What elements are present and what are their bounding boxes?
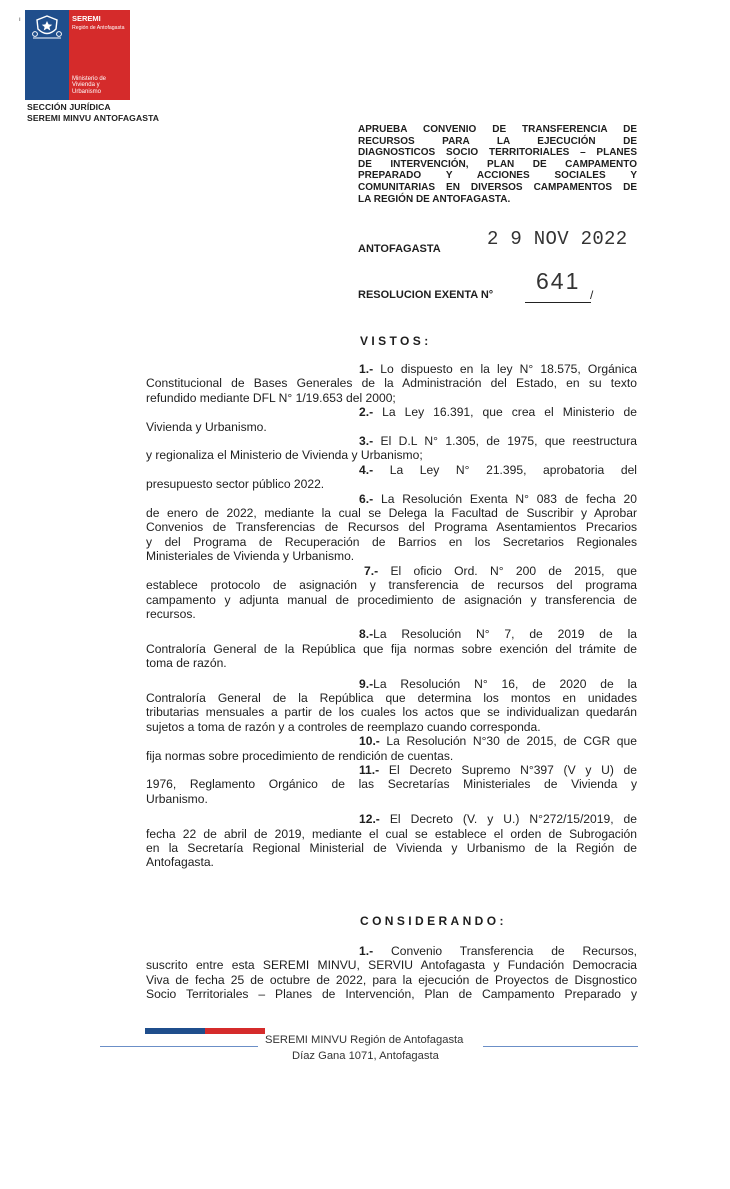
title-line: COMUNITARIAS EN DIVERSOS CAMPAMENTOS DE <box>358 181 637 193</box>
clause-number: 8.- <box>359 627 374 642</box>
resolution-label: RESOLUCION EXENTA N° <box>358 289 494 301</box>
clause-text: La Ley 16.391, que crea el Ministerio de <box>382 405 637 420</box>
logo-ministry-line: Ministerio de <box>72 76 107 82</box>
clause-line: Contraloría General de la República que determina los montos en unidades <box>146 690 637 705</box>
clause-text: El D.L N° 1.305, de 1975, que reestructura <box>380 434 637 449</box>
clause-text: La Resolución Exenta N° 083 de fecha 20 <box>380 491 637 506</box>
clause-line: y del Programa de Recuperación de Barrios en los Secretarios Regionales <box>146 534 637 549</box>
clause-line: Vivienda y Urbanismo. <box>146 419 267 434</box>
city: ANTOFAGASTA <box>358 243 441 255</box>
date-stamp: 2 9 NOV 2022 <box>487 228 628 250</box>
clause-line <box>146 627 637 641</box>
clause-number: 4.- <box>359 462 374 477</box>
clause-line <box>146 944 637 958</box>
clause-line: Viva de fecha 25 de octubre de 2022, para la ejecución de Proyectos de Disgnostico <box>146 972 637 987</box>
footer-blue-bar <box>145 1028 205 1034</box>
clause-line <box>146 812 637 826</box>
clause-text: La Resolución N° 16, de 2020 de la <box>373 676 637 691</box>
considerando-list <box>146 944 637 1002</box>
logo-region: Región de Antofagasta <box>72 25 125 31</box>
footer-red-bar <box>205 1028 265 1034</box>
logo-ministry <box>72 76 106 95</box>
vistos-heading: VISTOS: <box>360 334 432 348</box>
clause-number: 7.- <box>364 563 379 578</box>
title-line: DE INTERVENCIÓN, PLAN DE CAMPAMENTO <box>358 158 637 170</box>
vistos-list <box>146 362 637 870</box>
clause-line: Convenios de Transferencias de Recursos del Programa Asentamientos Precarios <box>146 520 637 535</box>
clause-text: Lo dispuesto en la ley N° 18.575, Orgánica <box>380 362 637 376</box>
clause-number: 10.- <box>359 734 380 749</box>
department-line: SECCIÓN JURÍDICA <box>27 102 111 112</box>
department-line: SEREMI MINVU ANTOFAGASTA <box>27 113 160 123</box>
clause-line <box>146 677 637 691</box>
clause-text: El Decreto Supremo N°397 (V y U) de <box>388 762 637 777</box>
clause-number: 6.- <box>359 491 374 506</box>
resolution-slash: / <box>590 288 594 302</box>
clause-line: sujetos a toma de razón y a controles de reemplazo cuando corresponda. <box>146 719 541 734</box>
clause-line: tributarias mensuales a partir de los cuales los actos que se individualizan quedarán <box>146 705 637 720</box>
title-line: PREPARADO Y ACCIONES SOCIALES Y <box>358 170 637 182</box>
logo-brand: SEREMI <box>72 14 101 23</box>
clause-number: 12.- <box>359 812 380 827</box>
document-title <box>358 124 637 205</box>
title-line: LA REGIÓN DE ANTOFAGASTA. <box>358 193 511 205</box>
clause-number: 1.- <box>359 362 374 376</box>
title-line: APRUEBA CONVENIO DE TRANSFERENCIA DE <box>358 124 637 135</box>
clause-line: Ministeriales de Vivienda y Urbanismo. <box>146 549 355 564</box>
resolution-number-underline <box>525 302 591 303</box>
chile-coat-of-arms-icon <box>31 14 63 40</box>
logo-ministry-line: Vivienda y <box>72 82 100 89</box>
clause-line: refundido mediante DFL N° 1/19.653 del 2000; <box>146 390 396 405</box>
resolution-number: 641 <box>536 268 581 294</box>
clause-line: Urbanismo. <box>146 791 208 806</box>
clause-line <box>146 463 637 477</box>
clause-text: El Decreto (V. y U.) N°272/15/2019, de <box>389 812 637 827</box>
clause-text: Convenio Transferencia de Recursos, <box>391 944 637 958</box>
clause-line: 1976, Reglamento Orgánico de las Secretarías Ministeriales de Vivienda y <box>146 777 637 792</box>
clause-line: fecha 22 de abril de 2019, mediante el cual se establece el orden de Subrogación <box>146 826 637 841</box>
clause-line: fija normas sobre procedimiento de rendición de cuentas. <box>146 748 454 763</box>
footer-rule-left <box>100 1046 258 1047</box>
clause-line: Antofagasta. <box>146 855 214 870</box>
clause-line: en la Secretaría Regional Ministerial de Vivienda y Urbanismo de la Región de <box>146 841 637 855</box>
footer-office: SEREMI MINVU Región de Antofagasta <box>265 1034 464 1046</box>
clause-number: 2.- <box>359 405 374 420</box>
clause-line <box>146 734 637 748</box>
clause-line <box>146 564 637 578</box>
registration-mark-icon: ı <box>19 17 21 23</box>
clause-line: y regionaliza el Ministerio de Vivienda y Urbanismo; <box>146 448 423 463</box>
clause-line: Constitucional de Bases Generales de la Administración del Estado, en su texto <box>146 376 637 391</box>
clause-line: presupuesto sector público 2022. <box>146 477 325 492</box>
clause-line <box>146 405 637 419</box>
logo-blue-panel <box>25 10 69 100</box>
clause-line: Contraloría General de la República que fija normas sobre exención del trámite de <box>146 641 637 656</box>
footer-address: Díaz Gana 1071, Antofagasta <box>292 1050 439 1062</box>
footer-rule-right <box>483 1046 638 1047</box>
clause-text: La Resolución N°30 de 2015, de CGR que <box>386 734 637 749</box>
title-line: DIAGNOSTICOS SOCIO TERRITORIALES – PLANES <box>358 147 637 159</box>
clause-line: suscrito entre esta SEREMI MINVU, SERVIU Antofagasta y Fundación Democracia <box>146 958 637 973</box>
clause-line: toma de razón. <box>146 656 227 671</box>
clause-text: La Resolución N° 7, de 2019 de la <box>373 627 637 642</box>
clause-number: 1.- <box>359 944 374 958</box>
logo-ministry-line: Urbanismo <box>72 88 102 95</box>
clause-line: recursos. <box>146 606 196 621</box>
seremi-logo <box>25 10 130 100</box>
clause-line <box>146 434 637 448</box>
clause-number: 3.- <box>359 434 374 449</box>
title-line: RECURSOS PARA LA EJECUCIÓN DE <box>358 135 637 147</box>
clause-line: campamento y adjunta manual de procedimiento de asignación y transferencia de <box>146 592 637 607</box>
clause-line <box>146 492 637 506</box>
clause-line <box>146 362 637 376</box>
clause-number: 9.- <box>359 676 374 691</box>
clause-line: Socio Territoriales – Planes de Intervención, Plan de Campamento Preparado y <box>146 987 637 1002</box>
clause-line <box>146 763 637 777</box>
clause-line: establece protocolo de asignación y transferencia de recursos del programa <box>146 578 637 593</box>
clause-text: El oficio Ord. N° 200 de 2015, que <box>390 563 637 578</box>
clause-text: La Ley N° 21.395, aprobatoria del <box>389 462 637 477</box>
clause-line: de enero de 2022, mediante la cual se Delega la Facultad de Suscribir y Aprobar <box>146 506 637 521</box>
considerando-heading: CONSIDERANDO: <box>360 914 507 928</box>
clause-number: 11.- <box>359 762 380 777</box>
